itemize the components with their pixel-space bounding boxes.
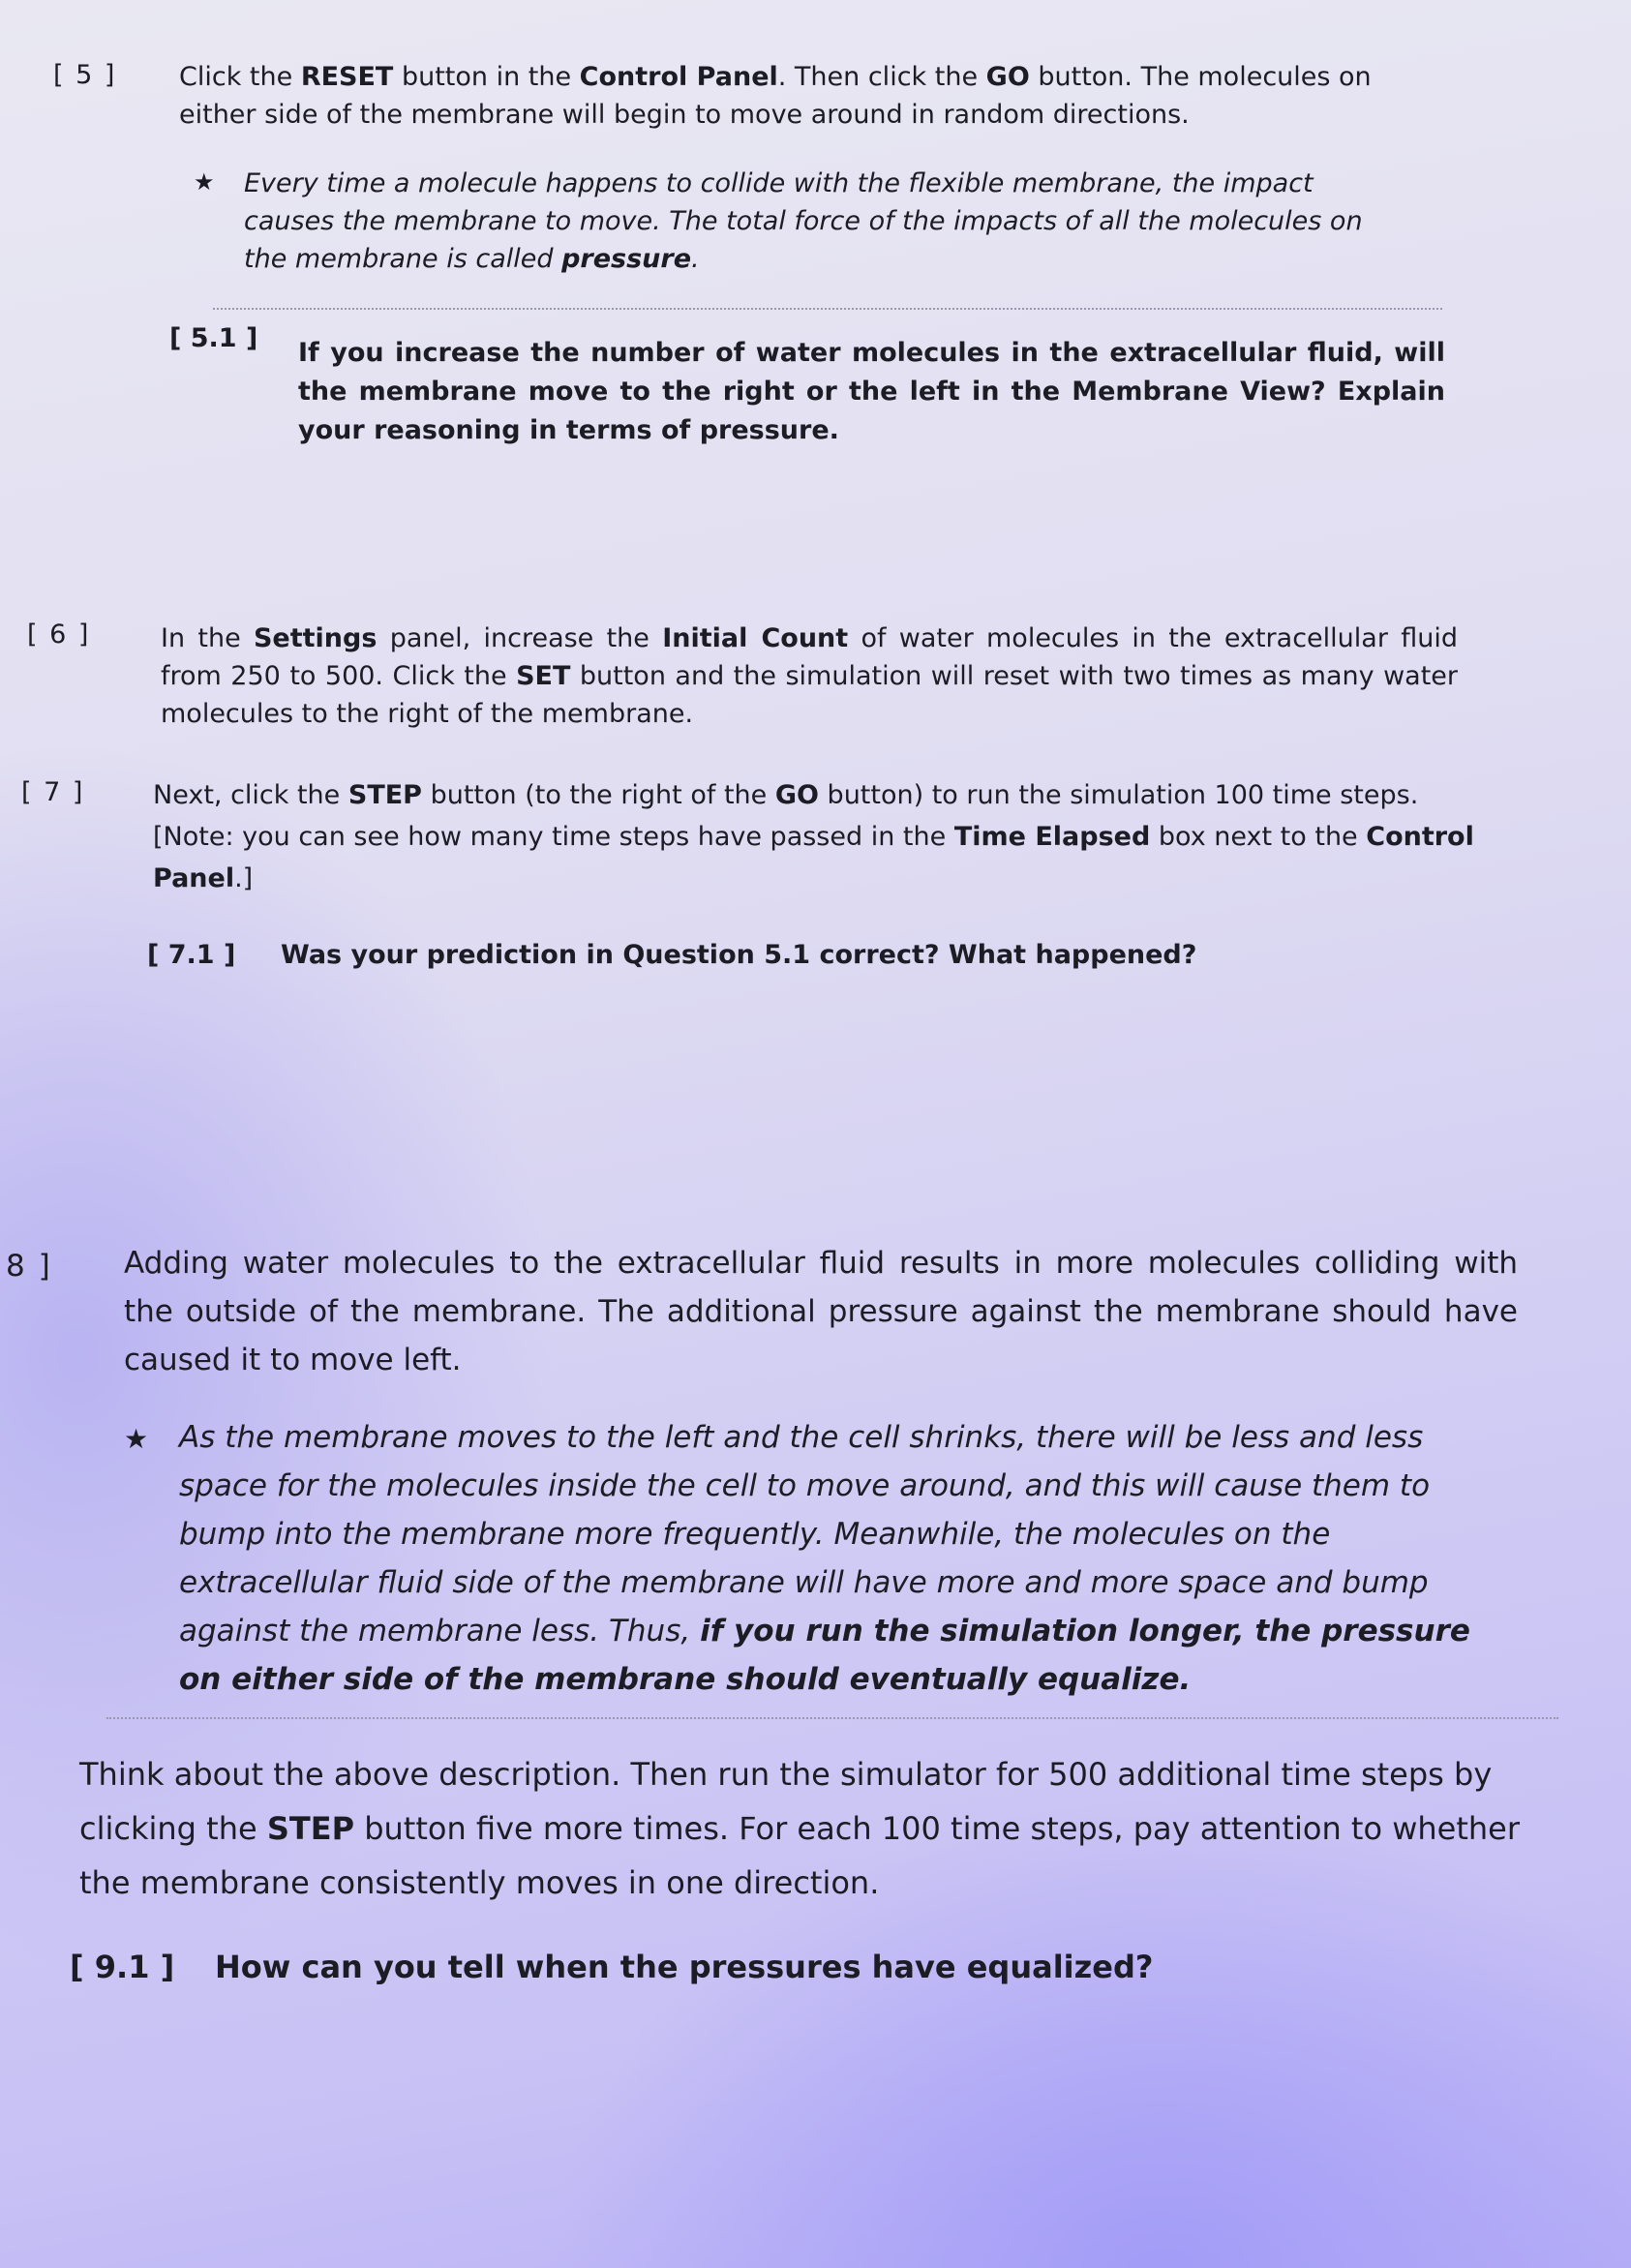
subquestion-text: If you increase the number of water molecules in the extracellular fluid, will the membrane move to the right or the left in the Membrane View? Explain your reasoning in terms of pressure. [298, 338, 1445, 445]
subquestion-number: [ 5.1 ] [169, 323, 258, 353]
question-text: Next, click the STEP button (to the right of the GO button) to run the simulation 100 time steps. [Note: you can see how many time steps have passed in the Time Elapsed box next to the Control Panel.] [153, 780, 1474, 893]
divider [106, 1717, 1558, 1719]
question-number: [ 7 ] [21, 777, 85, 807]
subquestion-number: [ 9.1 ] [70, 1949, 175, 1985]
subquestion-text: Was your prediction in Question 5.1 correct? What happened? [281, 940, 1197, 970]
star-icon: ★ [194, 168, 215, 196]
question-number: 8 ] [6, 1249, 52, 1284]
question-text: Think about the above description. Then run the simulator for 500 additional time steps by clicking the STEP button five more times. For each 100 time steps, pay attention to whether the membrane consistently moves in one direction. [79, 1756, 1520, 1901]
question-text: Click the RESET button in the Control Panel. Then click the GO button. The molecules on either side of the membrane will begin to move around in random directions. [179, 62, 1372, 130]
callout-note: Every time a molecule happens to collide with the flexible membrane, the impact causes the membrane to move. The total force of the impacts of all the molecules on the membrane is called pressure. [244, 168, 1363, 274]
subquestion-number: [ 7.1 ] [147, 940, 236, 970]
star-icon: ★ [124, 1423, 149, 1455]
subquestion-text: How can you tell when the pressures have equalized? [215, 1949, 1154, 1985]
question-number: [ 5 ] [53, 60, 117, 90]
question-text: Adding water molecules to the extracellular fluid results in more molecules colliding with the outside of the membrane. The additional pressure against the membrane should have caused it to move left. [124, 1246, 1518, 1377]
divider [213, 308, 1442, 310]
question-number: [ 6 ] [27, 620, 91, 650]
callout-note: As the membrane moves to the left and the cell shrinks, there will be less and less space for the molecules inside the cell to move around, and this will cause them to bump into the membrane more frequently. Meanwhile, the molecules on the extracellular fluid side of the membrane will have more and more space and bump against the membrane less. Thus, if you run the simulation longer, the pressure on either side of the membrane should eventually equalize. [179, 1420, 1470, 1697]
question-text: In the Settings panel, increase the Initial Count of water molecules in the extracellular fluid from 250 to 500. Click the SET button and the simulation will reset with two times as many water molecules to the right of the membrane. [161, 623, 1458, 729]
